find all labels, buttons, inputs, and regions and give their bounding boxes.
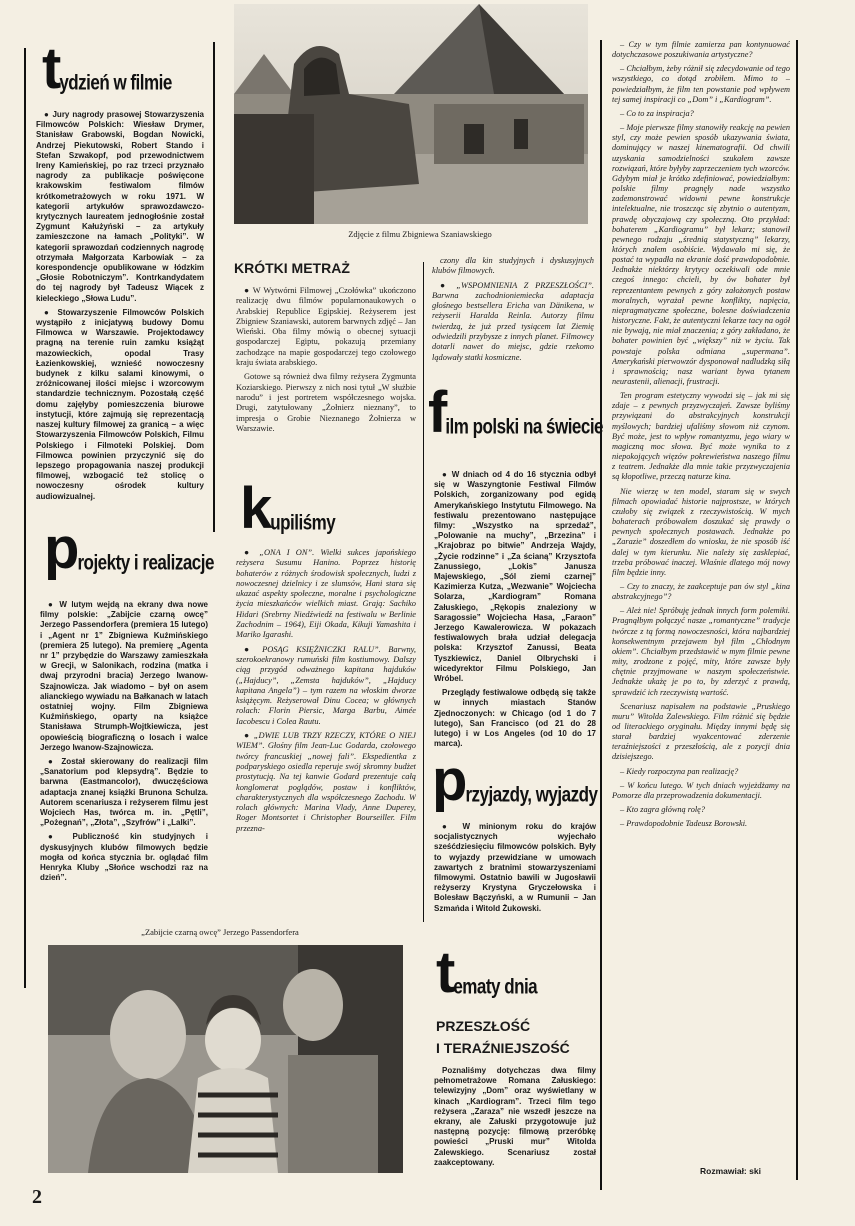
paragraph: Przeglądy festiwalowe odbędą się także w innych miastach Stanów Zjednoczonych: w Chicago (od 1 do 7 lutego), San Francisco (od 21 do 28 lutego) i w Los Angeles (od 10 do 17 marca). — [434, 688, 596, 749]
paragraph: – Ależ nie! Spróbuję jednak innych form polemiki. Pragnąłbym połączyć nasze „romantyczne” tradycje twórcze z tą formą nowoczesności, która najbardziej konsekwentnym przejawem był film „Chłodnym okiem”. Chciałbym przedstawić w mym filmie pewne mity, zrodzone z pojęć, mity, które zawsze były chętnie przyjmowane w naszym społeczeństwie. Jednakże ukażę je po to, by zderzyć z prawdą, sprawdzić ich rzeczywistą wartość. — [612, 606, 790, 697]
photo-bottom-caption: „Zabijcie czarną owcę” Jerzego Passendorfera — [141, 927, 299, 937]
paragraph: czony dla kin studyjnych i dyskusyjnych klubów filmowych. — [432, 256, 594, 276]
paragraph: – Moje pierwsze filmy stanowiły reakcję na pewien styl, czy może pewien sposób ukazywania świata, dominujący w naszej kinematografii. Od chwili uzyskania samodzielności szukałem zawsze rozwiązań, które byłyby zaprzeczeniem tych wzorców. Gdybym miał je krótko zdefiniować, powiedziałbym: polskie filmy pragnęły nade wszystko zademonstrować widowni pewne konstrukcje intelektualne, nie troszcząc się zbytnio o autentyzm, prawdę obyczajową czy społeczną. Oto przykład: bohaterem „Kardiogramu” był lekarz; stanowił pewnego rodzaju „średnią statystyczną” lekarzy, których znałem osobiście. Wydawało mi się, że postać ta wypadła na ekranie dość prawdopodobnie. Jednakże niektórzy krytycy oczekiwali ode mnie czegoś innego: chcieli, by ów bohater był reprezentantem pewnych z góry założonych postaw moralnych, wyrażał pewne konflikty, napięcia, niepragmatyczne społeczne, bolesne doświadczenia historyczne. Fakt, że autentyczni lekarze tacy na ogół nie bywają, nie miał znaczenia; z góry zakładano, że bohater powinien być „większy” niż w życiu. Tak powstaje polska odmiana „supermana”. Amerykański pierwowzór dysponował nadludzką siłą i sprawnością; nasz wariant bywa tytanem neurastenii, alienacji, frustracji. — [612, 123, 790, 386]
column-rule-right-a — [600, 40, 602, 1190]
paragraph: – Czy w tym filmie zamierza pan kontynuować dotychczasowe poszukiwania artystyczne? — [612, 40, 790, 60]
paragraph: – W końcu lutego. W tych dniach wyjeżdżamy na Pomorze dla przeprowadzenia dokumentacji. — [612, 780, 790, 800]
paragraph: Ten program estetyczny wywodzi się – jak mi się zdaje – z pewnych przyzwyczajeń. Zawsze byliśmy przywiązani do abstrakcyjnych konstrukcji myślowych; bardziej ufaliśmy słowom niż czynom. Być może, jest to wpływ romantyzmu, jego wiary w magiczną moc słowa. Być może wynika to z niepokojących więzów pokrewieństwa naszego filmu z teatrem. Jednakże dla mnie takie przyzwyczajenia są kłopotliwe, przeczą naturze kina. — [612, 391, 790, 482]
paragraph: ● W minionym roku do krajów socjalistycznych wyjechało sześćdziesięciu filmowców polskich. Były to wyjazdy przewidziane w umowach zawartych z bratnimi stowarzyszeniami filmowymi. Ostatnio bawili w Jugosławii reżyserzy Krystyna Gryczełowska i Bolesław Bączyński, a w Rumunii – Jan Szmańda i Witold Żukowski. — [434, 822, 596, 913]
subheading-przeszlosc: PRZESZŁOŚĆ — [436, 1018, 531, 1034]
paragraph: ● POSĄG KSIĘŻNICZKI RALU”. Barwny, szerokoekranowy rumuński film kostiumowy. Dalszy ciąg przygód odważnego kapitana hajduków („Hajducy”, „Zemsta hajduków”, „Hajducy kapitana Angela”) – tym razem na włoskim dworze książęcym. Reżyserował Dinu Cocea; w głównych rolach: Florin Piersic, Marga Barbu, Aimée Iacobescu i Colea Rautu. — [236, 644, 416, 726]
section-heading-film-polski: film polski na świecie — [428, 380, 604, 445]
paragraph: – Chciałbym, żeby różnił się zdecydowanie od tego wszystkiego, co dotąd zrobiłem. Mimo to – powiedziałbym, że film ten powstanie pod wpływem tej samej inspiracji co „Dom” i „Kardiogram”. — [612, 64, 790, 104]
paragraph: ● „DWIE LUB TRZY RZECZY, KTÓRE O NIEJ WIEM”. Głośny film Jean-Luc Godarda, czołowego twórcy francuskiej „nowej fali”. Ekspedientka z podparyskiego osiedla reperuje swój skromny budżet prostytucją. Na tej kanwie Godard prezentuje całą konglomerat poglądów, postaw i konfliktów, charakterystycznych dla współczesnego Zachodu. W rolach głównych: Marina Vlady, Anne Duperey, Roger Montsortet i Christopher Bourseiller. Film przezna- — [236, 731, 416, 833]
paragraph: ● W Wytwórni Filmowej „Czołówka” ukończono realizację dwu filmów popularnonaukowych o Arabskiej Republice Egipskiej. Reżyserem jest Zbigniew Szaniawski, autorem barwnych zdjęć – Jan Wieński. Oba filmy mówią o obecnej sytuacji gospodarczej Egiptu, pokazują przemiany zachodzące na mapie gospodarczej tego czołowego kraju świata arabskiego. — [236, 286, 416, 368]
column-3-text — [432, 256, 594, 388]
paragraph: ● W dniach od 4 do 16 stycznia odbył się w Waszyngtonie Festiwal Filmów Polskich, zorganizowany pod egidą Amerykańskiego Instytutu Filmowego. Na festiwalu prezentowano następujące filmy: „Wszystko na sprzedaż”, „Polowanie na muchy”, „Brzezina” i „Krajobraz po bitwie” Andrzeja Wajdy, „Życie rodzinne” i „Za ścianą” Krzysztofa Zanussiego, „Lokis” Janusza Majewskiego, „Sól ziemi czarnej” Kazimierza Kutza, „Wezwanie” Wojciecha Solarza, „Kardiogram” Romana Załuskiego, „Rękopis znaleziony w Saragossie” Wojciecha Hasa, „Faraon” Jerzego Kawalerowicza. W pokazach festiwalowych brała udział delegacja polska: Krzysztof Zanussi, Beata Tyszkiewicz, Daniel Olbrychski i wicedyrektor Filmu Polskiego, Jan Wróbel. — [434, 470, 596, 684]
paragraph: ● „WSPOMNIENIA Z PRZESZŁOŚCI”. Barwna zachodnioniemiecka adaptacja głośnego bestsellera Ericha van Dänikena, w reżyserii Haralda Reinla. Autorzy filmu twierdzą, że już przed tysiącem lat Ziemię odwiedzili przybysze z innych planet. Filmowcy dotarli nawet do miejsc, gdzie rzekomo lądowały statki kosmiczne. — [432, 280, 594, 362]
paragraph: – Kto zagra główną rolę? — [620, 805, 705, 815]
paragraph: ● Publiczność kin studyjnych i dyskusyjnych klubów filmowych będzie mogła od końca stycznia br. oglądać film Henryka Kluby „Słońce wschodzi raz na dzień”. — [40, 832, 208, 883]
paragraph: Nie wierzę w ten model, staram się w swych filmach opowiadać historie najprostsze, w których czułoby się związek z rzeczywistością. W mych bohaterach próbowałem doszukać się prawdy o pewnych społecznych postawach. Jednakże po „Zarazie” doszedłem do wniosku, że nie sposób iść dalej w tym kierunku. Nie należy się zasklepiać, trzeba próbować inaczej. Właśnie dlatego mój nowy film będzie inny. — [612, 486, 790, 577]
column-rule-left — [24, 48, 26, 988]
paragraph: Scenariusz napisałem na podstawie „Pruskiego muru” Witolda Zalewskiego. Film różnić się będzie od literackiego oryginału. Między innymi będę się starał bardziej wyakcentować zderzenie teraźniejszości z przeszłością, ale z pozycji dnia dzisiejszego. — [612, 701, 790, 762]
column-3-text-3 — [434, 822, 596, 942]
column-rule-mid-left — [213, 42, 215, 532]
paragraph: ● „ONA I ON”. Wielki sukces japońskiego reżysera Susumu Hanino. Poprzez historię bohaterów z różnych środowisk społecznych, ludzi z nowoczesnej dzielnicy i ze slumsów, Hani stara się ukazać aspekty społeczne, moralne i psychologiczne życia mieszkańców wielkich miast. Grają: Sachiko Hidari (Srebrny Niedźwiedź na festiwalu w Berlinie Zachodnim – 1964), Eiji Okada, Kikuji Yamashita i Mariko Igarashi. — [236, 548, 416, 640]
section-heading-tematy-dnia: tematy dnia — [436, 940, 538, 1005]
section-heading-projekty: projekty i realizacje — [44, 516, 214, 581]
column-2-text-2 — [236, 548, 416, 908]
paragraph: ● W lutym wejdą na ekrany dwa nowe filmy polskie: „Zabijcie czarną owcę” Jerzego Passendorfera (premiera 15 lutego) i „Agent nr 1” Zbigniewa Kuźmińskiego (premiera 25 lutego). Na premierę „Agenta nr 1” przybędzie do Warszawy zamieszkała w Grecji, w Salonikach, rodzina (matka i dwaj przyrodni bracia) Jerzego Iwanow-Szajnowicza. Jak wiadomo – był on asem alianckiego wywiadu na Bałkanach w latach ostatniej wojny. Film Zbigniewa Kuźmińskiego, oparty na książce Stanisława Strumph-Wojtkiewicza, jest opowieścią biograficzną o losach i walce Jerzego Iwanow-Szajnowicza. — [40, 600, 208, 752]
signature: Rozmawiał: ski — [700, 1166, 761, 1176]
section-heading-tydzien: tydzień w filmie — [42, 36, 172, 101]
column-rule-right-b — [796, 40, 798, 1180]
photo-zabijcie-image — [48, 945, 403, 1173]
page-number: 2 — [32, 1186, 42, 1208]
column-rule-mid — [423, 262, 424, 922]
section-heading-przyjazdy: przyjazdy, wyjazdy — [432, 748, 598, 813]
paragraph: Gotowe są również dwa filmy reżysera Zygmunta Koziarskiego. Pierwszy z nich nosi tytuł „W służbie narodu” i jest portretem współczesnego wojska. Drugi, zatytułowany „Żołnierz nieznany”, to impresja o Grobie Nieznanego Żołnierza w Warszawie. — [236, 372, 416, 433]
paragraph: Poznaliśmy dotychczas dwa filmy pełnometrażowe Romana Załuskiego: telewizyjny „Dom” oraz wyświetlany w kinach „Kardiogram”. Trzeci film tego reżysera „Zaraza” nie wszedł jeszcze na ekrany, ale Załuski przygotowuje już następną pozycję: filmową przeróbkę powieści „Pruski mur” Witolda Zalewskiego. Scenariusz został zaakceptowany. — [434, 1066, 596, 1167]
column-1-text-2 — [40, 600, 208, 905]
column-4-text — [612, 40, 790, 1168]
photo-top-caption: Zdjęcie z filmu Zbigniewa Szaniawskiego — [348, 229, 492, 239]
column-2-text — [236, 286, 416, 476]
paragraph: – Kiedy rozpoczyna pan realizację? — [620, 766, 739, 776]
photo-zabijcie-czarna-owce — [48, 945, 403, 1173]
paragraph: – Czy to znaczy, że zaakceptuje pan ów styl „kina abstrakcyjnego”? — [612, 581, 790, 602]
section-heading-kupilismy: kupiliśmy — [240, 476, 336, 541]
paragraph: ● Został skierowany do realizacji film „Sanatorium pod klepsydrą”. Będzie to barwna (Eastmancolor), dwuczęściowa adaptacja znanej książki Brunona Schulza. Autorem scenariusza i reżyserem filmu jest Wojciech Has, twórca m. in. „Pętli”, „Pożegnań”, „Złota”, „Szyfrów” i „Lalki”. — [40, 757, 208, 828]
paragraph: – Prawdopodobnie Tadeusz Borowski. — [620, 819, 748, 829]
photo-sphinx-pyramid-image — [234, 4, 588, 224]
column-1-text — [36, 110, 204, 510]
paragraph: ● Jury nagrody prasowej Stowarzyszenia Filmowców Polskich: Wiesław Drymer, Stanisław Grabowski, Bogdan Nowicki, Andrzej Piekutowski, Robert Stando i Stefan Szwakopf, pod przewodnictwem Ireny Kamieńskiej, po raz trzeci przyznało nagrody za publikacje poświęcone krakowskim festiwalom filmów krótkometrażowych w roku 1971. W kategorii artykułów sprawozdawczo-krytycznych laureatem jednogłośnie został Zygmunt Kałużyński – za artykuły zamieszczone na łamach „Polityki”. W kategorii sprawozdań codziennych nagrodę otrzymała Małgorzata Karbowiak – za korespondencje opublikowane w łódzkim „Głosie Robotniczym”. Kontrkandydatem do tej nagrody był Tadeusz Wiącek z kieleckiego „Słowa Ludu”. — [36, 110, 204, 303]
photo-sphinx-pyramid — [234, 4, 588, 224]
column-3-text-2 — [434, 470, 596, 770]
paragraph: – Co to za inspiracja? — [620, 108, 694, 118]
column-3-text-4 — [434, 1066, 596, 1190]
subheading-krotki-metraz: KRÓTKI METRAŻ — [234, 260, 350, 276]
paragraph: ● Stowarzyszenie Filmowców Polskich wystąpiło z inicjatywą budowy Domu Filmowca w Warszawie. Projektodawcy pragną na terenie ruin zamku książąt mazowieckich, opodal Trasy Łazienkowskiej, wznieść nowoczesny budynek z kilku salami kinowymi, o zróżnicowanej ilości miejsc i wzorcowym standardzie technicznym. Pozostałą część domu zajęłyby pomieszczenia biurowe instytucji, które zajmują się reprezentacją naszej kultury filmowej za granicą – a więc Stowarzyszenia Filmowców Polskich, Filmu Polskiego i Filmoteki Polskiej. Dom Filmowca powinien przyczynić się do lepszego propagowania naszej produkcji filmowej, wzbogacić też stolicę o nowoczesny ośrodek kultury audiowizualnej. — [36, 307, 204, 501]
subheading-terazniejszosc: I TERAŹNIEJSZOŚĆ — [436, 1040, 570, 1056]
